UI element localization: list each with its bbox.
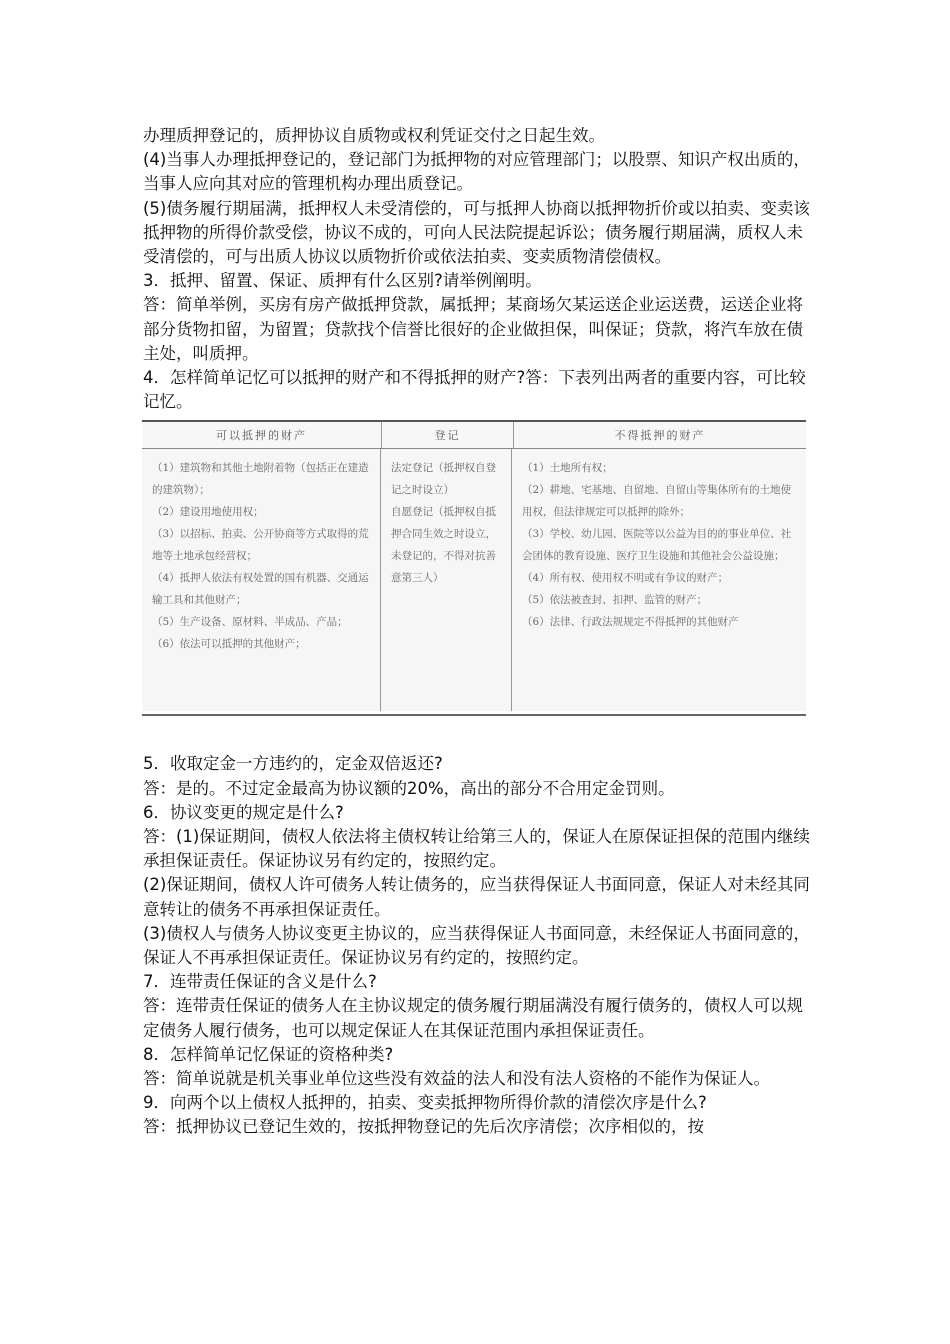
table-cell: 自愿登记（抵押权自抵押合同生效之时设立，未登记的，不得对抗善意第三人）	[391, 506, 496, 585]
table-cell: （2）耕地、宅基地、自留地、自留山等集体所有的土地使用权，但法律规定可以抵押的除外；	[522, 484, 792, 519]
paragraph: 办理质押登记的，质押协议自质物或权利凭证交付之日起生效。	[143, 126, 605, 145]
header-registration: 登记	[382, 422, 514, 448]
document-page	[143, 124, 813, 1140]
table-cell: （6）法律、行政法规规定不得抵押的其他财产	[522, 616, 739, 629]
question-heading: 3．抵押、留置、保证、质押有什么区别?请举例阐明。	[143, 271, 542, 291]
table-body	[142, 449, 806, 711]
question-heading: 6．协议变更的规定是什么?	[143, 802, 344, 822]
table-cell: （5）依法被查封、扣押、监管的财产；	[522, 594, 708, 607]
table-cell: （3）以招标、拍卖、公开协商等方式取得的荒地等土地承包经营权；	[152, 528, 369, 563]
question-heading: 8．怎样简单记忆保证的资格种类?	[143, 1044, 394, 1064]
table-cell: 法定登记（抵押权自登记之时设立）	[391, 462, 496, 497]
paragraph: (2)保证期间，债权人许可债务人转让债务的，应当获得保证人书面同意，保证人对未经其同意转让的债务不再承担保证责任。	[143, 875, 810, 919]
header-mortgageable: 可以抵押的财产	[142, 422, 382, 448]
paragraph: (3)债权人与债务人协议变更主协议的，应当获得保证人书面同意，未经保证人书面同意的，保证人不再承担保证责任。保证协议另有约定的，按照约定。	[143, 923, 810, 968]
header-not-mortgageable: 不得抵押的财产	[614, 429, 706, 443]
table-header	[142, 422, 806, 449]
paragraph: (4)当事人办理抵押登记的，登记部门为抵押物的对应管理部门；以股票、知识产权出质的，当事人应向其对应的管理机构办理出质登记。	[143, 150, 810, 194]
paragraph: 答：(1)保证期间，债权人依法将主债权转让给第三人的，保证人在原保证担保的范围内继续承担保证责任。保证协议另有约定的，按照约定。	[143, 827, 810, 871]
table-cell: （5）生产设备、原材料、半成品、产品；	[152, 616, 348, 629]
table-cell: （4）抵押人依法有权处置的国有机器、交通运输工具和其他财产；	[152, 572, 369, 607]
table-cell: （2）建设用地使用权；	[152, 506, 264, 519]
paragraph: 答：是的。不过定金最高为协议额的20%，高出的部分不合用定金罚则。	[143, 778, 675, 798]
question-heading: 9．向两个以上债权人抵押的，拍卖、变卖抵押物所得价款的清偿次序是什么?	[143, 1093, 707, 1113]
table-cell: （1）土地所有权；	[522, 462, 613, 475]
table-cell: （6）依法可以抵押的其他财产；	[152, 638, 306, 651]
question-heading: 7．连带责任保证的含义是什么?	[143, 972, 377, 992]
mortgage-property-table	[142, 420, 806, 716]
paragraph: (5)债务履行期届满，抵押权人未受清偿的，可与抵押人协商以抵押物折价或以拍卖、变卖该抵押物的所得价款受偿，协议不成的，可向人民法院提起诉讼；债务履行期届满，质权人未受清偿的，可与出质人协议以质物折价或依法拍卖、变卖质物清偿债权。	[143, 198, 810, 267]
question-heading: 5．收取定金一方违约的，定金双倍返还?	[143, 754, 443, 774]
table-cell: （3）学校、幼儿园、医院等以公益为目的的事业单位、社会团体的教育设施、医疗卫生设施和其他社会公益设施；	[522, 528, 792, 563]
paragraph: 答：简单说就是机关事业单位这些没有效益的法人和没有法人资格的不能作为保证人。	[143, 1069, 770, 1089]
column-not-mortgageable	[512, 449, 806, 711]
column-mortgageable	[142, 449, 381, 711]
table-cell: （4）所有权、使用权不明或有争议的财产；	[522, 572, 729, 585]
paragraph: 答：简单举例，买房有房产做抵押贷款，属抵押；某商场欠某运送企业运送费，运送企业将部分货物扣留，为留置；贷款找个信誉比很好的企业做担保，叫保证；贷款，将汽车放在债主处，叫质押。	[143, 295, 803, 363]
table-cell: （1）建筑物和其他土地附着物（包括正在建造的建筑物）；	[152, 462, 369, 497]
column-registration	[381, 449, 512, 711]
question-heading: 4．怎样简单记忆可以抵押的财产和不得抵押的财产?答：下表列出两者的重要内容，可比较记忆。	[143, 368, 806, 412]
paragraph: 答：抵押协议已登记生效的，按抵押物登记的先后次序清偿；次序相似的，按	[143, 1117, 704, 1137]
paragraph: 答：连带责任保证的债务人在主协议规定的债务履行期届满没有履行债务的，债权人可以规定债务人履行债务，也可以规定保证人在其保证范围内承担保证责任。	[143, 996, 803, 1040]
